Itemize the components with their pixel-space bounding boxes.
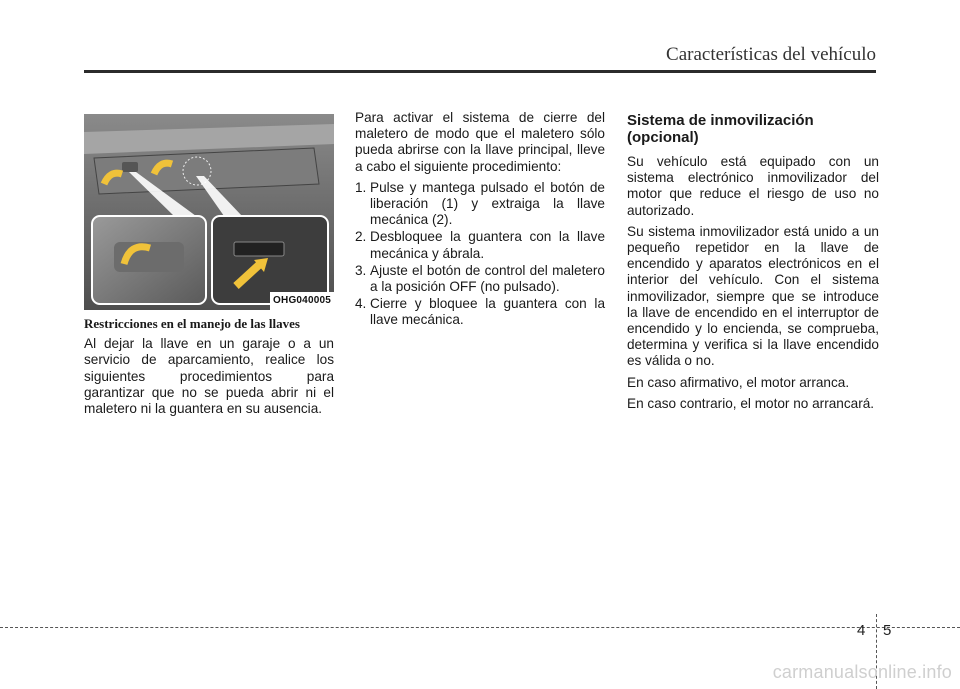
step-number: 1. xyxy=(355,179,367,195)
step-number: 2. xyxy=(355,229,367,245)
step-text: Ajuste el botón de control del maletero a la posición OFF (no pulsado). xyxy=(370,262,605,295)
detail-inset-switch xyxy=(212,216,328,304)
figure-code: OHG040005 xyxy=(270,292,334,310)
page-number: 5 xyxy=(883,622,892,639)
list-item xyxy=(355,180,605,229)
trunk-lock-steps xyxy=(355,180,605,329)
glovebox-latch xyxy=(122,162,138,172)
column-3 xyxy=(627,110,879,417)
trunk-switch xyxy=(234,242,284,256)
header-rule xyxy=(84,70,876,73)
glovebox-illustration xyxy=(84,114,334,310)
step-number: 3. xyxy=(355,262,367,278)
immobilizer-paragraph: Su vehículo está equipado con un sistema electrónico inmovilizador del motor que reduce el riesgo de uso no autorizado. xyxy=(627,154,879,218)
step-text: Cierre y bloquee la guantera con la llave mecánica. xyxy=(370,296,605,328)
step-text: Desbloquee la guantera con la llave mecánica y ábrala. xyxy=(370,229,605,261)
watermark: carmanualsonline.info xyxy=(772,662,952,682)
immobilizer-paragraph: En caso contrario, el motor no arrancará. xyxy=(627,395,875,411)
column-2 xyxy=(355,110,605,330)
immobilizer-paragraph: En caso afirmativo, el motor arranca. xyxy=(627,374,850,390)
footer-rule xyxy=(0,627,960,628)
key-restrictions-text: Al dejar la llave en un garaje o a un servicio de aparcamiento, realice los siguientes procedimientos para garantizar que no se pueda abrir ni el maletero ni la guantera en su ausencia. xyxy=(84,336,334,417)
step-text: Pulse y mantega pulsado el botón de liberación (1) y extraiga la llave mecánica (2). xyxy=(370,179,605,228)
glovebox-drawing xyxy=(84,114,334,310)
figure-caption: Restricciones en el manejo de las llaves xyxy=(84,316,300,331)
list-item xyxy=(355,296,605,328)
trunk-lock-intro: Para activar el sistema de cierre del maletero de modo que el maletero sólo pueda abrirse con la llave principal, lleve a cabo el siguiente procedimiento: xyxy=(355,110,605,174)
list-item xyxy=(355,229,605,261)
section-heading: Sistema de inmovilización (opcional) xyxy=(627,112,814,146)
chapter-number: 4 xyxy=(857,622,866,639)
list-item xyxy=(355,263,605,295)
immobilizer-paragraph: Su sistema inmovilizador está unido a un pequeño repetidor en la llave de encendido y aparatos electrónicos en el interior del vehículo. Con el sistema inmovilizador, siempre que se introduce la llave de encendido en el interruptor de encendido y lo encienda, se comprueba, determina y verifica si la llave encendido es válida o no. xyxy=(627,223,879,369)
page-header-title: Características del vehículo xyxy=(666,44,876,65)
step-number: 4. xyxy=(355,296,367,312)
column-1 xyxy=(84,114,334,422)
